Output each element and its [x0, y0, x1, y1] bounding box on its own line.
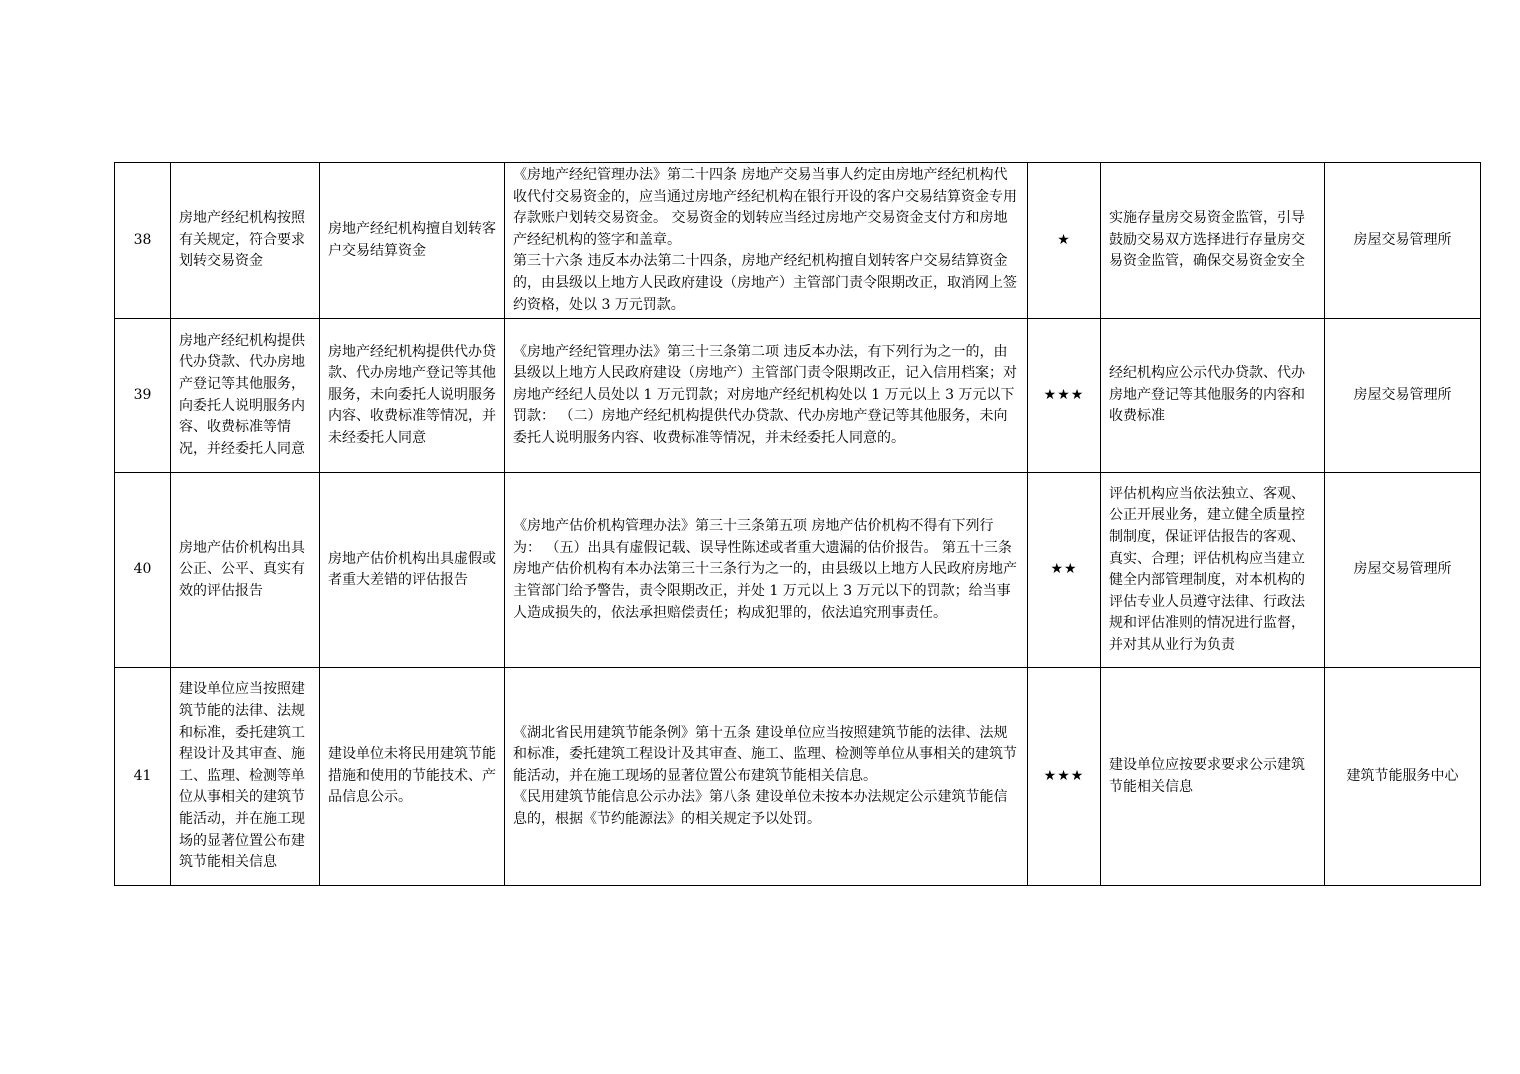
regulation-table	[114, 162, 1481, 886]
risk-stars: ★★★	[1028, 319, 1101, 473]
legal-basis-paragraph: 《房地产估价机构管理办法》第三十三条第五项 房地产估价机构不得有下列行为： （五）出具有虚假记载、误导性陈述或者重大遗漏的估价报告。 第五十三条 房地产估价机构有本办法第三十三条行为之一的，由县级以上地方人民政府房地产主管部门给予警告，责令限期改正，并处 1 万元以上 3 万元以下的罚款；给当事人造成损失的，依法承担赔偿责任；构成犯罪的，依法追究刑事责任。	[513, 518, 1017, 621]
regulated-item: 房地产估价机构出具公正、公平、真实有效的评估报告	[171, 473, 320, 668]
regulated-item: 建设单位应当按照建筑节能的法律、法规和标准，委托建筑工程设计及其审查、施工、监理、检测等单位从事相关的建筑节能活动，并在施工现场的显著位置公布建筑节能相关信息	[171, 668, 320, 886]
row-number: 39	[115, 319, 171, 473]
legal-basis-paragraph: 第三十六条 违反本办法第二十四条，房地产经纪机构擅自划转客户交易结算资金的，由县级以上地方人民政府建设（房地产）主管部门责令限期改正，取消网上签约资格，处以 3 万元罚款。	[513, 253, 1017, 313]
regulated-item: 房地产经纪机构按照有关规定，符合要求划转交易资金	[171, 163, 320, 319]
row-number: 41	[115, 668, 171, 886]
legal-basis-paragraph: 《房地产经纪管理办法》第三十三条第二项 违反本办法，有下列行为之一的，由县级以上地方人民政府建设（房地产）主管部门责令限期改正，记入信用档案；对房地产经纪人员处以 1 万元罚款；对房地产经纪机构处以 1 万元以上 3 万元以下罚款： （二）房地产经纪机构提供代办贷款、代办房地产登记等其他服务，未向委托人说明服务内容、收费标准等情况，并未经委托人同意的。	[513, 343, 1017, 447]
legal-basis	[505, 668, 1028, 886]
supervision-measure: 建设单位应按要求要求公示建筑节能相关信息	[1101, 668, 1325, 886]
supervision-measure: 评估机构应当依法独立、客观、公正开展业务，建立健全质量控制制度，保证评估报告的客观、真实、合理；评估机构应当建立健全内部管理制度，对本机构的评估专业人员遵守法律、行政法规和评估准则的情况进行监督，并对其从业行为负责	[1101, 473, 1325, 668]
table-row	[115, 668, 1481, 886]
table-row	[115, 163, 1481, 319]
regulated-item: 房地产经纪机构提供代办贷款、代办房地产登记等其他服务，向委托人说明服务内容、收费标准等情况，并经委托人同意	[171, 319, 320, 473]
responsible-department: 房屋交易管理所	[1325, 473, 1481, 668]
row-number: 38	[115, 163, 171, 319]
legal-basis-paragraph: 《湖北省民用建筑节能条例》第十五条 建设单位应当按照建筑节能的法律、法规和标准，委托建筑工程设计及其审查、施工、监理、检测等单位从事相关的建筑节能活动，并在施工现场的显著位置公布建筑节能相关信息。	[513, 724, 1017, 784]
supervision-measure: 实施存量房交易资金监管，引导鼓励交易双方选择进行存量房交易资金监管，确保交易资金安全	[1101, 163, 1325, 319]
table-row	[115, 473, 1481, 668]
violation-description: 建设单位未将民用建筑节能措施和使用的节能技术、产品信息公示。	[320, 668, 505, 886]
responsible-department: 房屋交易管理所	[1325, 163, 1481, 319]
supervision-measure: 经纪机构应公示代办贷款、代办房地产登记等其他服务的内容和收费标准	[1101, 319, 1325, 473]
table-row	[115, 319, 1481, 473]
row-number: 40	[115, 473, 171, 668]
legal-basis	[505, 473, 1028, 668]
risk-stars: ★	[1028, 163, 1101, 319]
violation-description: 房地产经纪机构擅自划转客户交易结算资金	[320, 163, 505, 319]
responsible-department: 建筑节能服务中心	[1325, 668, 1481, 886]
risk-stars: ★★	[1028, 473, 1101, 668]
legal-basis	[505, 319, 1028, 473]
responsible-department: 房屋交易管理所	[1325, 319, 1481, 473]
legal-basis-paragraph: 《房地产经纪管理办法》第二十四条 房地产交易当事人约定由房地产经纪机构代收代付交易资金的，应当通过房地产经纪机构在银行开设的客户交易结算资金专用存款账户划转交易资金。 交易资金的划转应当经过房地产交易资金支付方和房地产经纪机构的签字和盖章。	[513, 167, 1017, 248]
violation-description: 房地产估价机构出具虚假或者重大差错的评估报告	[320, 473, 505, 668]
legal-basis-paragraph: 《民用建筑节能信息公示办法》第八条 建设单位未按本办法规定公示建筑节能信息的，根据《节约能源法》的相关规定予以处罚。	[513, 789, 1008, 828]
violation-description: 房地产经纪机构提供代办贷款、代办房地产登记等其他服务，未向委托人说明服务内容、收费标准等情况，并未经委托人同意	[320, 319, 505, 473]
legal-basis	[505, 163, 1028, 319]
risk-stars: ★★★	[1028, 668, 1101, 886]
